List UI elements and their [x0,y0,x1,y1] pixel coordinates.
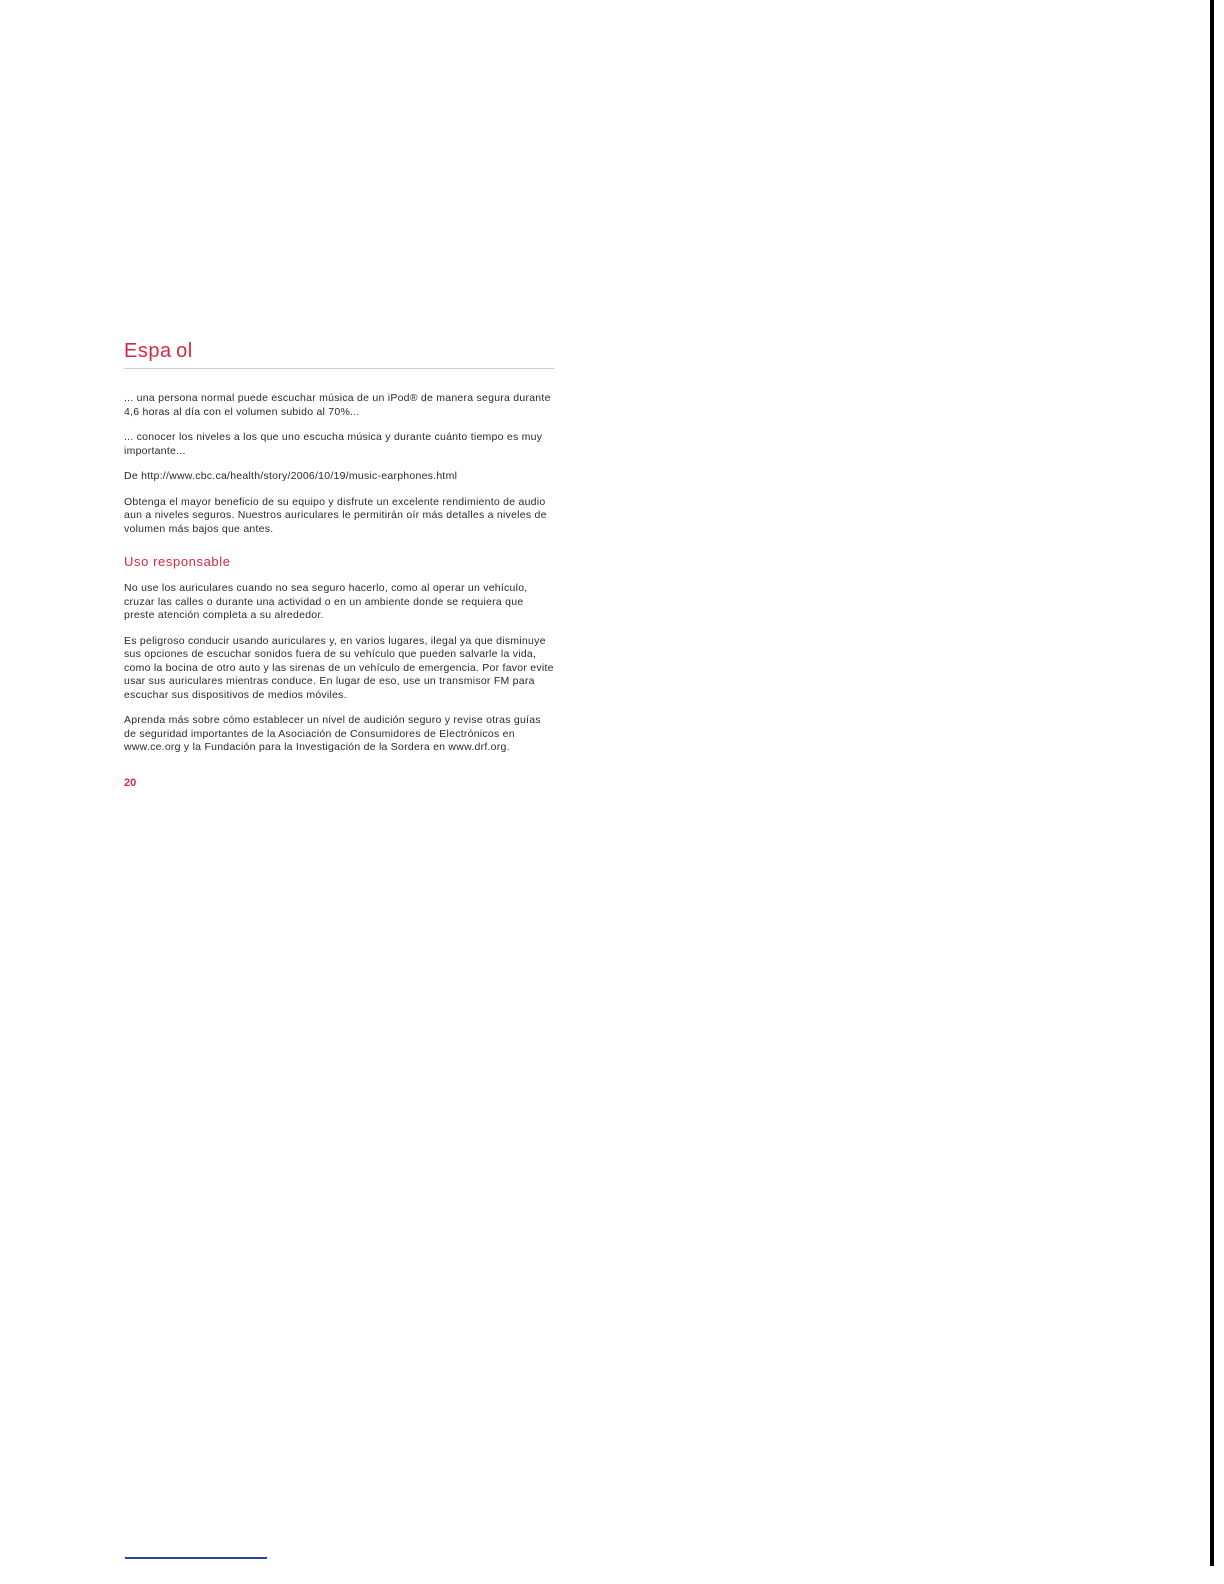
section-paragraph: Aprenda más sobre cómo establecer un nivel de audición seguro y revise otras guías de seguridad importantes de la Asociación de Consumidores de Electrónicos en www.ce.org y la Fundación para la Investigación de la Sordera en www.drf.org. [124,714,541,753]
intro-section [124,392,554,536]
page-number: 20 [124,776,137,789]
source-citation: De http://www.cbc.ca/health/story/2006/10/19/music-earphones.html [124,470,458,482]
intro-quote-1: ... una persona normal puede escuchar música de un iPod® de manera segura durante 4,6 horas al día con el volumen subido al 70%... [124,392,551,418]
section-paragraph: Es peligroso conducir usando auriculares y, en varios lugares, ilegal ya que disminuye sus opciones de escuchar sonidos fuera de su vehículo que pueden salvarle la vida, como la bocina de otro auto y las sirenas de un vehículo de emergencia. Por favor evite usar sus auriculares mientras conduce. En lugar de eso, use un transmisor FM para escuchar sus dispositivos de medios móviles. [124,634,554,701]
section-heading: Uso responsable [124,554,231,569]
section-paragraph: No use los auriculares cuando no sea seguro hacerlo, como al operar un vehículo, cruzar las calles o durante una actividad o en un ambiente donde se requiera que preste atención completa a su alrededor. [124,582,528,621]
intro-quote-2: ... conocer los niveles a los que uno escucha música y durante cuánto tiempo es muy importante... [124,431,543,457]
page-edge-line [1210,0,1214,1566]
bottom-rule [125,1557,267,1559]
responsible-use-section [124,582,554,755]
page-title: Espa ol [124,338,554,369]
benefit-paragraph: Obtenga el mayor beneficio de su equipo y disfrute un excelente rendimiento de audio aun a niveles seguros. Nuestros auriculares le permitirán oír más detalles a niveles de volumen más bajos que antes. [124,495,547,535]
page-content [124,338,554,789]
